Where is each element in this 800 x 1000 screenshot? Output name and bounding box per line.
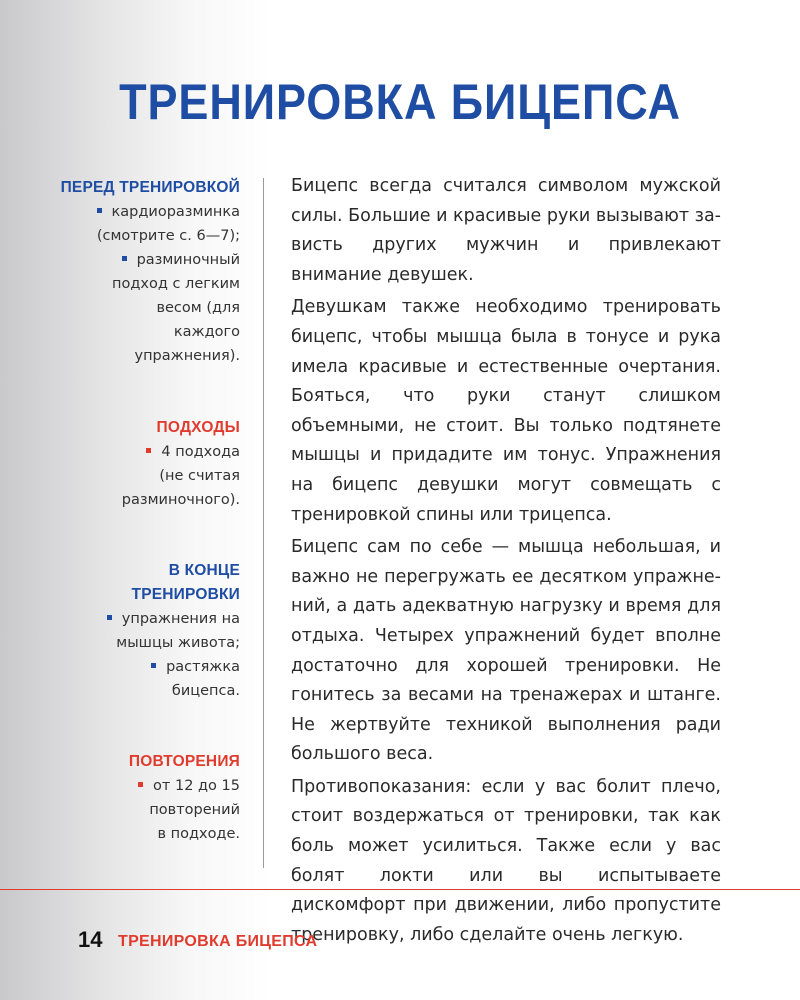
paragraph: Бицепс сам по себе — мышца небольшая, и важно не перегружать ее десятком упражнений, а дать адекватную нагрузку и время для отдыха. Четырех упражнений будет вполне достаточно для хорошей тренировки. Не гонитесь за весами на тренажерах и штанге. Не жертвуйте техникой выполнения ради большого веса. [291,537,721,765]
page-number: 14 [78,927,103,952]
bullet-icon [138,782,143,787]
section-heading: ТРЕНИРОВКИ [131,586,240,603]
list-item: упражнения). [134,348,240,364]
list-item: мышцы живота; [116,635,240,651]
list-item: весом (для [156,300,240,316]
section-heading: ПЕРЕД ТРЕНИРОВКОЙ [60,179,240,196]
section-heading: В КОНЦЕ [168,562,240,579]
bullet-icon [97,208,102,213]
list-item: от 12 до 15 [60,774,240,798]
section-heading: ПОВТОРЕНИЯ [128,753,240,770]
bullet-icon [107,615,112,620]
list-item: растяжка [60,655,240,679]
bullet-icon [122,256,127,261]
paragraph: Девушкам также необходимо тренировать бицепс, чтобы мышца была в тонусе и рука имела красивые и естественные очертания. Бояться, что руки станут слишком объемными, не стоит. Вы только подтянете мышцы и придадите им тонус. Упражнения на бицепс девушки могут совмещать с тренировкой спины или трицепса. [291,297,721,525]
section-heading: ПОДХОДЫ [156,419,240,436]
bullet-icon [151,663,156,668]
list-item: 4 подхода [60,440,240,464]
sidebar-section-reps [60,750,240,846]
page-title: ТРЕНИРОВКА БИЦЕПСА [119,74,681,130]
paragraph: Бицепс всегда считался символом мужской силы. Большие и красивые руки вызывают зависть других мужчин и привлекают внимание девушек. [291,176,721,285]
list-item: бицепса. [171,683,240,699]
bullet-icon [146,448,151,453]
sidebar-section-before-training [60,176,240,368]
main-text [291,172,721,953]
list-item: разминочного). [121,492,240,508]
list-item: каждого [173,324,240,340]
list-item: подход с легким [112,276,240,292]
column-divider [263,178,264,868]
sidebar-section-end-of-training [60,559,240,703]
list-item: (не считая [159,468,240,484]
footer-divider [0,889,800,890]
list-item: (смотрите с. 6—7); [96,228,240,244]
list-item: кардиоразминка [60,200,240,224]
sidebar-section-sets [60,416,240,512]
list-item: разминочный [60,248,240,272]
running-header: ТРЕНИРОВКА БИЦЕПСА [118,933,318,950]
list-item: упражнения на [60,607,240,631]
list-item: повторений [149,802,240,818]
paragraph: Противопоказания: если у вас болит плечо, стоит воздержаться от тренировки, так как боль может усилиться. Также если у вас болят локти или вы испытываете дискомфорт при движении, либо пропустите тренировку, либо сделайте очень легкую. [291,776,721,945]
list-item: в подходе. [157,826,240,842]
